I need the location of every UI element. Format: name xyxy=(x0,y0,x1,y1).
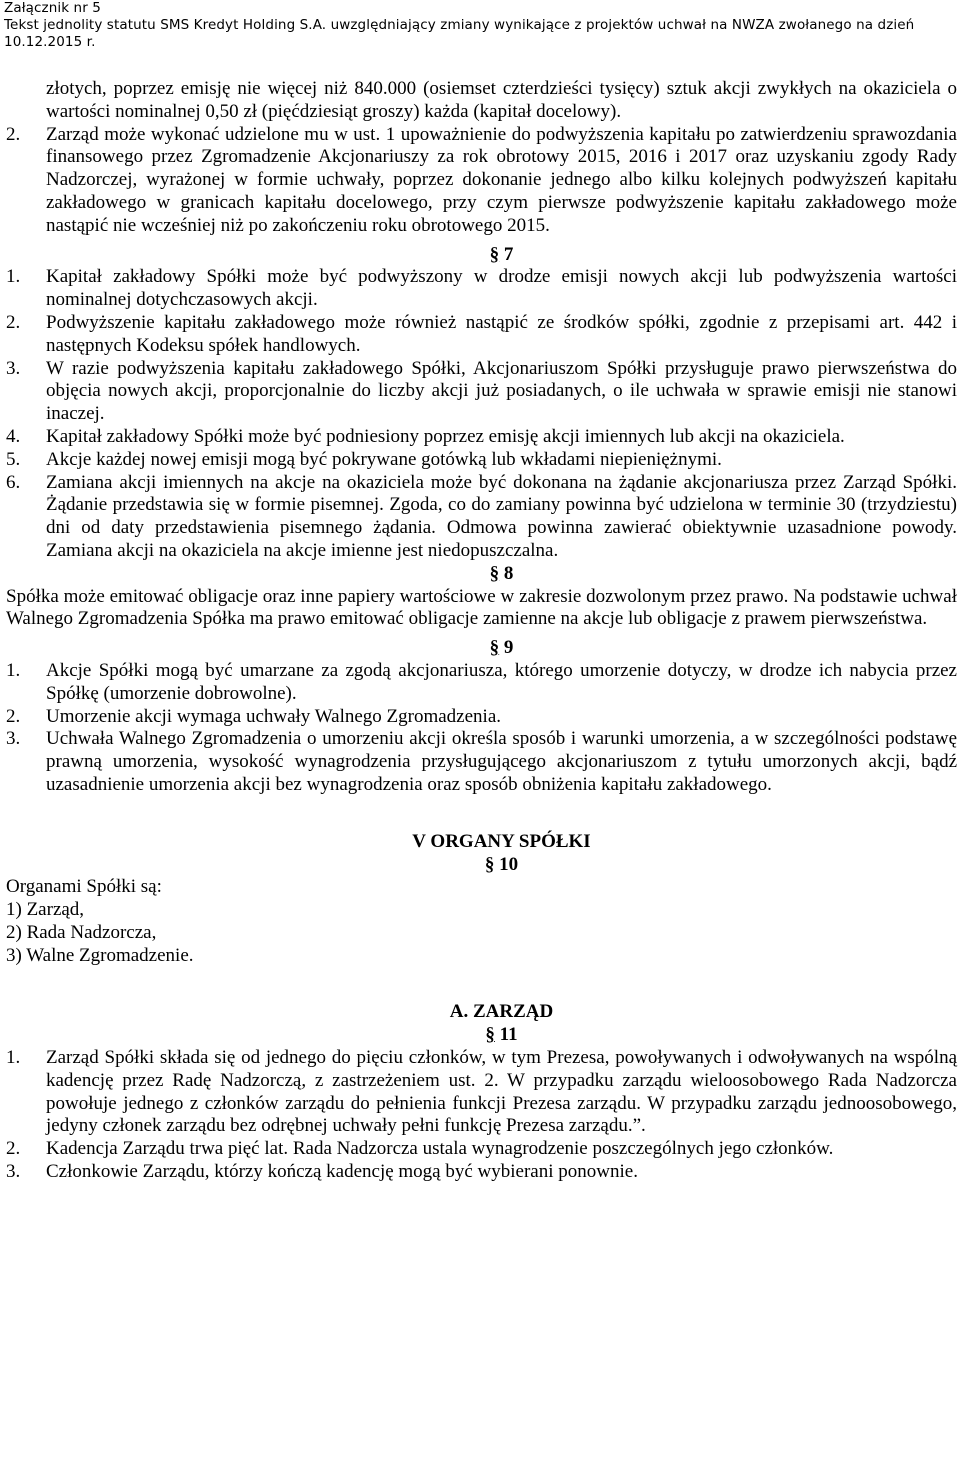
list-item xyxy=(6,124,957,238)
item-text: Kapitał zakładowy Spółki może być podwyższony w drodze emisji nowych akcji lub podwyższenia wartości nominalnej dotychczasowych akcji. xyxy=(46,266,957,311)
item-number: 3. xyxy=(6,728,21,750)
item-number: 1. xyxy=(6,1047,21,1069)
section-symbol: § xyxy=(489,562,500,584)
item-text: Kadencja Zarządu trwa pięć lat. Rada Nadzorcza ustala wynagrodzenie poszczególnych jego członków. xyxy=(46,1138,834,1160)
item-text: Akcje każdej nowej emisji mogą być pokrywane gotówką lub wkładami niepieniężnymi. xyxy=(46,448,722,470)
list-item xyxy=(6,426,957,449)
document-body xyxy=(6,78,957,1184)
item-number: 2. xyxy=(6,123,21,145)
section-symbol: § xyxy=(489,637,500,659)
list-item xyxy=(6,449,957,472)
subchapter-title: A. ZARZĄD xyxy=(449,1001,554,1023)
organ-line: 3) Walne Zgromadzenie. xyxy=(6,944,194,966)
section-number: 9 xyxy=(503,637,514,659)
document-header xyxy=(4,0,956,51)
list-item xyxy=(6,660,957,706)
section-symbol: § xyxy=(484,853,495,875)
item-text: Zarząd Spółki składa się od jednego do pięciu członków, w tym Prezesa, powoływanych i odwoływanych na wspólną kadencję przez Radę Nadzorczą, z zastrzeżeniem ust. 2. W przypadku zarządu wieloosobowego Rada Nadzorcza powołuje jednego z członków zarządu do pełnienia funkcji Prezesa zarządu. W przypadku zarządu jednoosobowego, jedyny członek zarządu bez odrębnej uchwały pełni funkcję Prezesa zarządu.”. xyxy=(46,1047,957,1137)
section-number: 10 xyxy=(499,853,519,875)
item-text: Zarząd może wykonać udzielone mu w ust. 1 upoważnienie do podwyższenia kapitału po zatwierdzeniu sprawozdania finansowego przez Zgromadzenie Akcjonariuszy za rok obrotowy 2015, 2016 i 2017 oraz uzyskaniu zgody Rady Nadzorczej, wyrażonej w formie uchwały, poprzez dokonanie jednego albo kilku kolejnych podwyższeń kapitału zakładowego w granicach kapitału docelowego, przy czym pierwsze podwyższenie kapitału zakładowego może nastąpić nie wcześniej niż po zakończeniu roku obrotowego 2015. xyxy=(46,123,957,236)
attachment-label: Załącznik nr 5 xyxy=(4,0,101,16)
item-text: Członkowie Zarządu, którzy kończą kadencję mogą być wybierani ponownie. xyxy=(46,1161,638,1183)
list-item xyxy=(6,1047,957,1138)
chapter-title: V ORGANY SPÓŁKI xyxy=(412,830,591,852)
section-heading-10 xyxy=(6,854,957,877)
section-heading-9 xyxy=(6,637,957,660)
section-heading-11 xyxy=(6,1024,957,1047)
item-number: 6. xyxy=(6,471,21,493)
header-date: 10.12.2015 r. xyxy=(4,34,96,50)
list-item xyxy=(6,312,957,358)
list-item xyxy=(6,358,957,426)
item-text: Akcje Spółki mogą być umarzane za zgodą akcjonariusza, którego umorzenie dotyczy, w drodze ich nabycia przez Spółkę (umorzenie dobrowolne). xyxy=(46,659,957,704)
list-item xyxy=(6,706,957,729)
item-number: 2. xyxy=(6,311,21,333)
section-symbol: § xyxy=(485,1024,495,1046)
list-item xyxy=(6,266,957,312)
item-number: 4. xyxy=(6,425,21,447)
item-number: 3. xyxy=(6,1161,21,1183)
organs-lead: Organami Spółki są: xyxy=(6,876,162,898)
item-text: Podwyższenie kapitału zakładowego może również nastąpić ze środków spółki, zgodnie z przepisami art. 442 i następnych Kodeksu spółek handlowych. xyxy=(46,311,957,356)
item-text: Zamiana akcji imiennych na akcje na okaziciela może być dokonana na żądanie akcjonariusza przez Zarząd Spółki. Żądanie przedstawia się w formie pisemnej. Zgoda, co do zamiany powinna być udzielona w terminie 30 (trzydziestu) dni od daty przedstawienia pisemnego żądania. Odmowa powinna zawierać obiektywnie uzasadnione powody. Zamiana akcji na okaziciela na akcje imienne jest niedopuszczalna. xyxy=(46,471,957,561)
section-heading-8 xyxy=(6,563,957,586)
section-symbol: § xyxy=(489,243,500,265)
list-item xyxy=(6,472,957,563)
item-number: 1. xyxy=(6,659,21,681)
item-text: W razie podwyższenia kapitału zakładowego Spółki, Akcjonariuszom Spółki przysługuje prawo pierwszeństwa do objęcia nowych akcji, proporcjonalnie do liczby akcji już posiadanych, o ile uchwała w sprawie emisji nie stanowi inaczej. xyxy=(46,357,957,425)
item-number: 5. xyxy=(6,448,21,470)
section-number: 7 xyxy=(503,243,514,265)
list-item xyxy=(6,1138,957,1161)
section-heading-7 xyxy=(6,244,957,267)
item-number: 3. xyxy=(6,357,21,379)
header-title: Tekst jednolity statutu SMS Kredyt Holding S.A. uwzględniający zmiany wynikające z projektów uchwał na NWZA zwołanego na dzień xyxy=(4,17,915,33)
item-text: Uchwała Walnego Zgromadzenia o umorzeniu akcji określa sposób i warunki umorzenia, a w szczególności podstawę prawną umorzenia, wysokość wynagrodzenia przysługującego akcjonariuszom z tytułu umorzonych akcji, bądź uzasadnienie umorzenia akcji bez wynagrodzenia oraz sposób obniżenia kapitału zakładowego. xyxy=(46,728,957,795)
item-number: 2. xyxy=(6,1138,21,1160)
item-number: 1. xyxy=(6,266,21,288)
item-number: 2. xyxy=(6,705,21,727)
item-text: Kapitał zakładowy Spółki może być podniesiony poprzez emisję akcji imiennych lub akcji na okaziciela. xyxy=(46,425,845,447)
organ-line: 2) Rada Nadzorcza, xyxy=(6,921,157,943)
item-text: Umorzenie akcji wymaga uchwały Walnego Zgromadzenia. xyxy=(46,705,501,727)
list-item xyxy=(6,728,957,796)
list-item xyxy=(6,1161,957,1184)
organ-line: 1) Zarząd, xyxy=(6,899,85,921)
section-number: 11 xyxy=(499,1024,518,1046)
section-paragraph: Spółka może emitować obligacje oraz inne papiery wartościowe w zakresie dozwolonym przez prawo. Na podstawie uchwał Walnego Zgromadzenia Spółka ma prawo emitować obligacje zamienne na akcje lub obligacje z prawem pierwszeństwa. xyxy=(6,585,957,630)
section-number: 8 xyxy=(503,562,514,584)
paragraph-continuation: złotych, poprzez emisję nie więcej niż 840.000 (osiemset czterdzieści tysięcy) sztuk akcji zwykłych na okaziciela o wartości nominalnej 0,50 zł (pięćdziesiąt groszy) każda (kapitał docelowy). xyxy=(46,78,957,122)
